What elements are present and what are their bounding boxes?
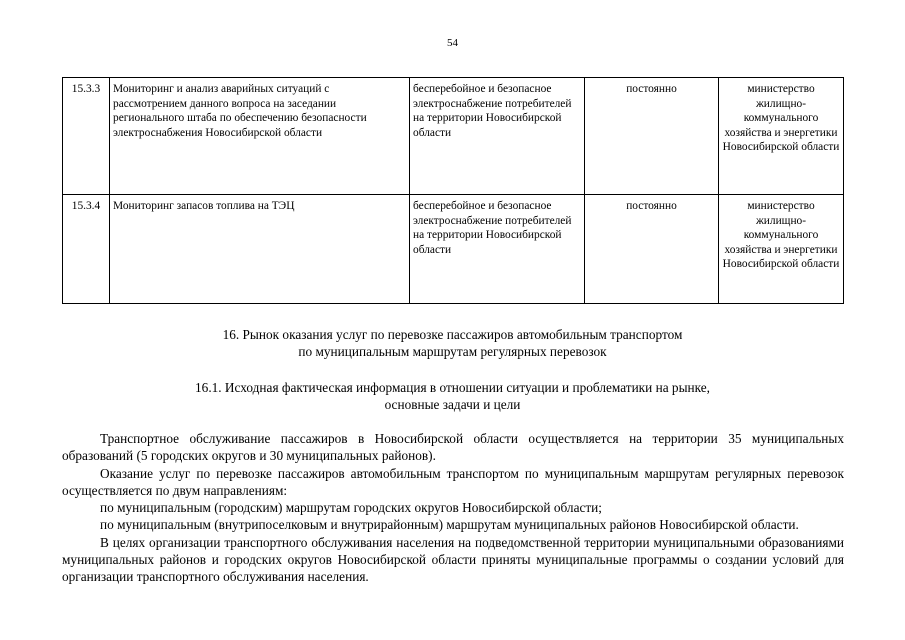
table-row [63, 195, 844, 304]
term-cell: постоянно [585, 195, 719, 304]
result-cell: бесперебойное и безопасное электроснабжение потребителей на территории Новосибирской области [410, 195, 585, 304]
paragraph: Оказание услуг по перевозке пассажиров автомобильным транспортом по муниципальным маршрутам регулярных перевозок осуществляется по двум направлениям: [62, 465, 844, 498]
measure-cell: Мониторинг и анализ аварийных ситуаций с рассмотрением данного вопроса на заседании регионального штаба по обеспечению безопасности электроснабжения Новосибирской области [110, 78, 410, 195]
item-number-cell: 15.3.4 [63, 195, 110, 304]
section-16-title-line-1: 16. Рынок оказания услуг по перевозке пассажиров автомобильным транспортом [222, 327, 683, 342]
paragraph: по муниципальным (городским) маршрутам городских округов Новосибирской области; [100, 500, 602, 516]
section-16-title-line-2: по муниципальным маршрутам регулярных перевозок [298, 344, 607, 359]
section-16-heading [0, 326, 905, 360]
result-cell: бесперебойное и безопасное электроснабжение потребителей на территории Новосибирской области [410, 78, 585, 195]
page-number: 54 [447, 37, 458, 49]
section-16-1-title-line-2: основные задачи и цели [384, 397, 521, 412]
table-row [63, 78, 844, 195]
section-16-1-title-line-1: 16.1. Исходная фактическая информация в отношении ситуации и проблематики на рынке, [195, 380, 710, 395]
section-16-1-heading [0, 379, 905, 413]
body-text [62, 430, 844, 586]
paragraph: В целях организации транспортного обслуживания населения на подведомственной территории муниципальными образованиями муниципальных районов и городских округов Новосибирской области приняты муниципальные программы о создании условий для организации транспортного обслуживания населения. [62, 534, 844, 585]
responsible-cell: министерство жилищно-коммунального хозяйства и энергетики Новосибирской области [719, 78, 844, 195]
item-number-cell: 15.3.3 [63, 78, 110, 195]
measure-cell: Мониторинг запасов топлива на ТЭЦ [110, 195, 410, 304]
paragraph: Транспортное обслуживание пассажиров в Новосибирской области осуществляется на территории 35 муниципальных образований (5 городских округов и 30 муниципальных районов). [62, 431, 844, 464]
term-cell: постоянно [585, 78, 719, 195]
responsible-cell: министерство жилищно-коммунального хозяйства и энергетики Новосибирской области [719, 195, 844, 304]
paragraph: по муниципальным (внутрипоселковым и внутрирайонным) маршрутам муниципальных районов Новосибирской области. [100, 517, 799, 533]
measures-table [62, 77, 844, 304]
